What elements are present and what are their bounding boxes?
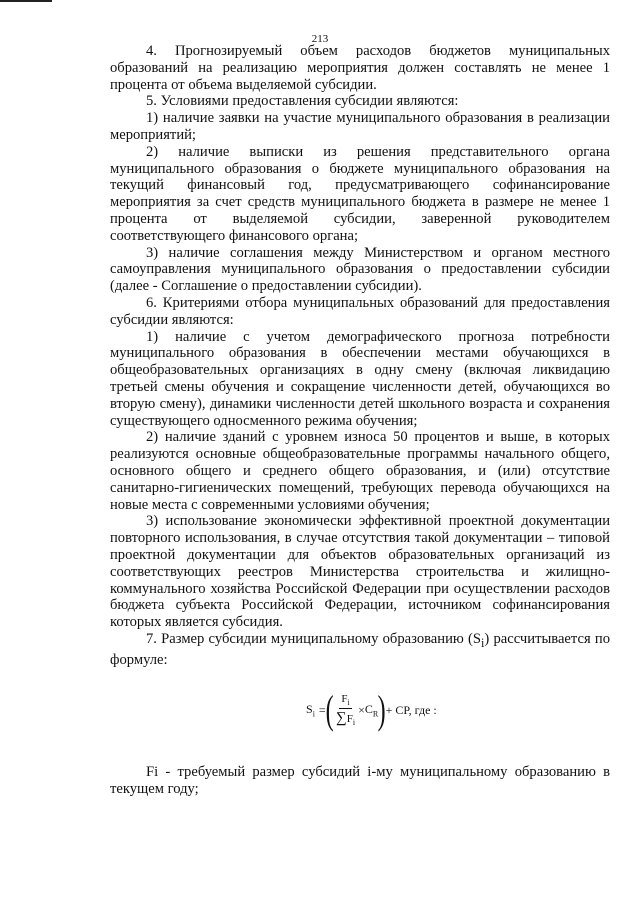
formula-c: $C_R$ <box>364 702 379 719</box>
paragraph-7 <box>110 631 610 669</box>
paragraph-5-1: 1) наличие заявки на участие муниципального образования в реализации мероприятий; <box>110 110 610 143</box>
formula-denominator: $\sum F_i$ <box>336 710 356 728</box>
paragraph-6-3: 3) использование экономически эффективной проектной документации повторного использования, в случае отсутствия такой документации – типовой проектной документации для объектов образовательных организаций из соответствующих реестров Министерства строительства и жилищно-коммунального хозяйства Российской Федерации при осуществлении расходов бюджета субъекта Российской Федерации, источником софинансирования которых является субсидия. <box>110 513 610 631</box>
formula-block <box>110 682 610 744</box>
paragraph-5: 5. Условиями предоставления субсидии являются: <box>146 93 459 110</box>
formula-lhs: $S_i$ <box>306 702 315 719</box>
paragraph-fi-definition: Fi - требуемый размер субсидий i-му муниципальному образованию в текущем году; <box>110 764 610 798</box>
document-body <box>110 43 610 798</box>
formula-tail: + CP, где : <box>385 702 437 717</box>
paragraph-6-2: 2) наличие зданий с уровнем износа 50 процентов и выше, в которых реализуются основные общеобразовательные программы начального общего, основного общего и среднего общего образования, и (или) отсутствие санитарно-гигиенических помещений, требующих перевода обучающихся на новые места с современными условиями обучения; <box>110 429 610 513</box>
paragraph-7-after: ) рассчитывается по формуле: <box>110 630 610 668</box>
corner-mark <box>0 0 52 2</box>
formula-close-paren: ) <box>377 687 386 733</box>
paragraph-6-1: 1) наличие с учетом демографического прогноза потребности муниципального образования в обеспечении местами обучающихся в общеобразовательных организациях в одну смену (включая ликвидацию третьей смены обучения и сокращение численности детей, обучающихся во вторую смену), динамики численности детей школьного возраста и сохранения существующего односменного режима обучения; <box>110 328 610 429</box>
paragraph-6: 6. Критериями отбора муниципальных образований для предоставления субсидии являются: <box>110 294 610 328</box>
subsidy-formula <box>306 687 437 733</box>
paragraph-5-3: 3) наличие соглашения между Министерством и органом местного самоуправления муниципального образования о предоставлении субсидии (далее - Соглашение о предоставлении субсидии). <box>110 244 610 295</box>
page-number: 213 <box>311 33 329 45</box>
formula-numerator: $F_i$ <box>341 693 350 708</box>
formula-times: × <box>358 702 365 717</box>
formula-open-paren: ( <box>325 687 334 733</box>
formula-fraction <box>336 693 355 727</box>
paragraph-7-before: 7. Размер субсидии муниципальному образованию (S <box>146 630 482 647</box>
paragraph-4: 4. Прогнозируемый объем расходов бюджетов муниципальных образований на реализацию мероприятия должен составлять не менее 1 процента от объема выделяемой субсидии. <box>110 43 610 93</box>
paragraph-7-sub: i <box>481 635 485 650</box>
paragraph-5-2: 2) наличие выписки из решения представительного органа муниципального образования о бюджете муниципального образования на текущий финансовый год, предусматривающего софинансирование мероприятия за счет средств муниципального бюджета в размере не менее 1 процента от выделяемой субсидии, заверенной руководителем соответствующего финансового органа; <box>110 143 610 244</box>
formula-equals: = <box>318 702 326 717</box>
